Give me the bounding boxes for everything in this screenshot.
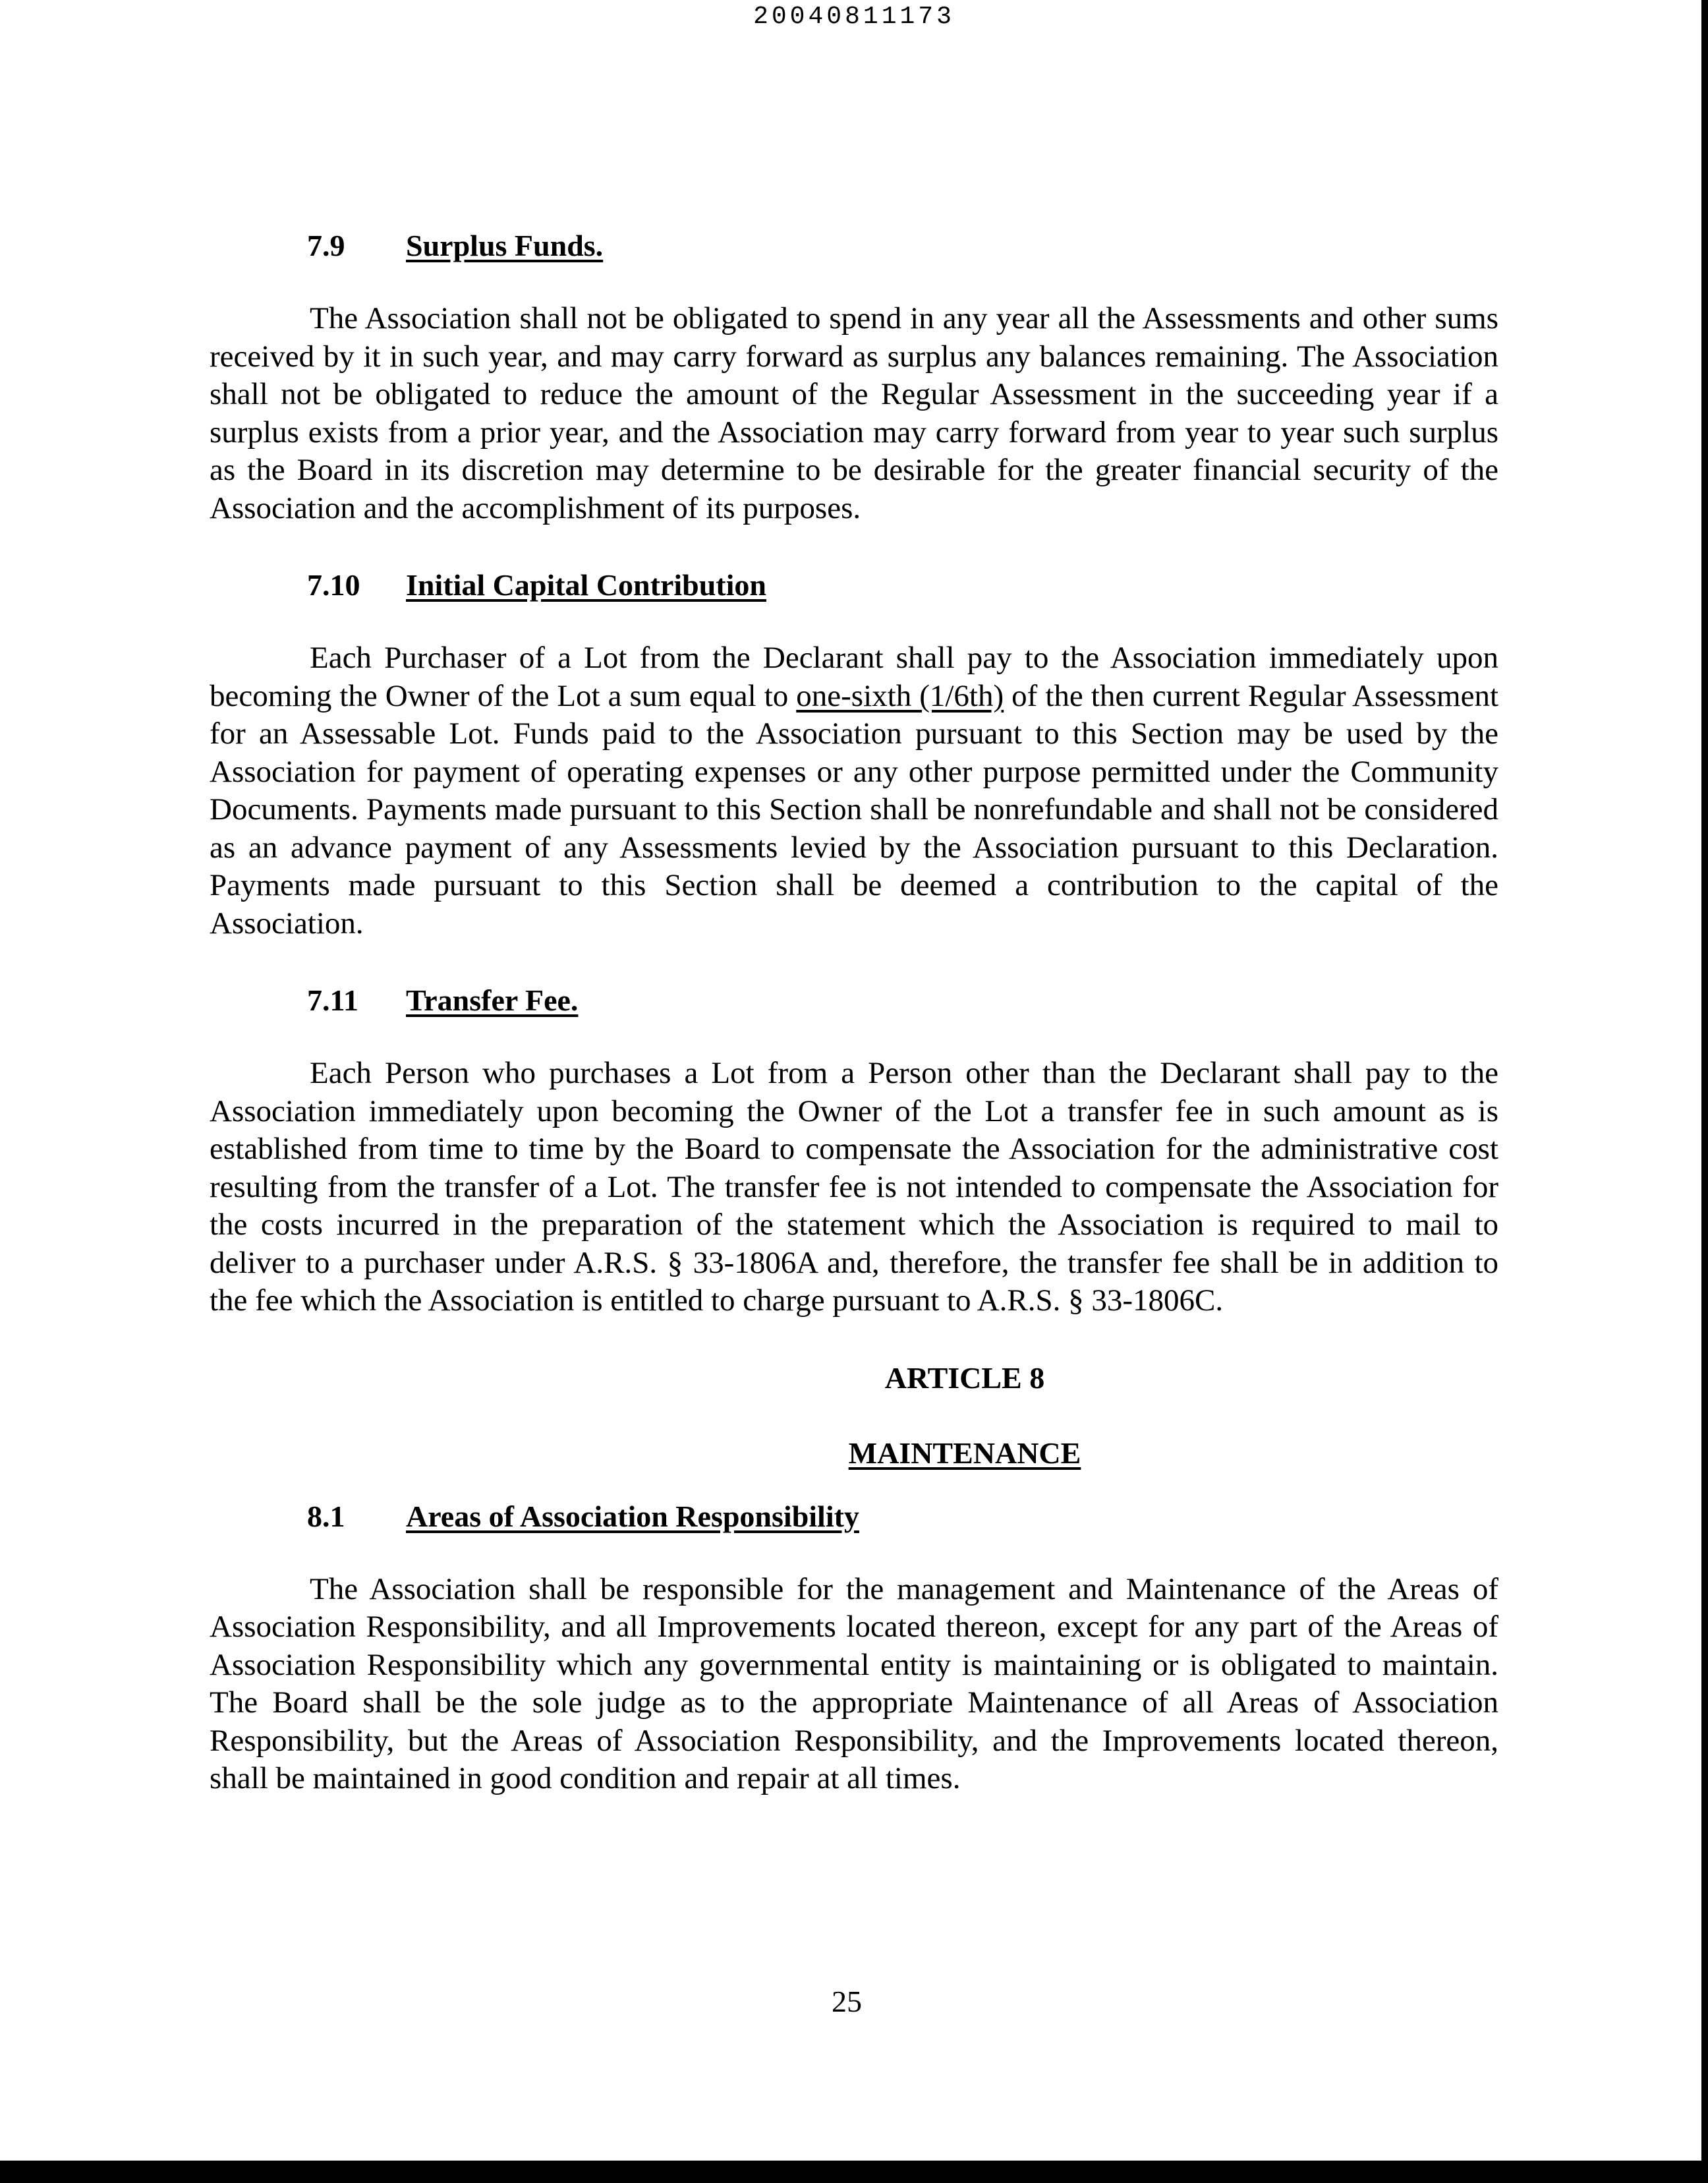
article-label: ARTICLE 8 (884, 1360, 1045, 1395)
section-title: Initial Capital Contribution (406, 568, 766, 602)
section-number: 7.11 (307, 983, 358, 1017)
page-content (210, 227, 1498, 1798)
section-heading-8-1 (210, 1498, 1498, 1535)
section-body-text: Each Purchaser of a Lot from the Declarant shall pay to the Association immediately upon becoming the Owner of the Lot a sum equal to (210, 641, 1498, 713)
section-heading-7-11 (210, 982, 1498, 1019)
section-body-8-1: The Association shall be responsible for the management and Maintenance of the Areas of Association Responsibility, and all Improvements located thereon, except for any part of the Areas of Association Responsibility which any governmental entity is maintaining or is obligated to maintain. The Board shall be the sole judge as to the appropriate Maintenance of all Areas of Association Responsibility, but the Areas of Association Responsibility, and the Improvements located thereon, shall be maintained in good condition and repair at all times. (210, 1571, 1498, 1795)
section-number: 8.1 (307, 1499, 345, 1533)
page-number-text: 25 (832, 1985, 862, 2018)
section-body-7-10 (210, 639, 1498, 943)
section-title: Transfer Fee. (406, 983, 579, 1017)
section-title: Surplus Funds. (406, 229, 604, 262)
page-number (0, 1984, 1701, 2019)
section-body-text: of the then current Regular Assessment for an Assessable Lot. Funds paid to the Association pursuant to this Section may be used by the Association for payment of operating expenses or any other purpose permitted under the Community Documents. Payments made pursuant to this Section shall be nonrefundable and shall not be considered as an advance payment of any Assessments levied by the Association pursuant to this Declaration. Payments made pursuant to this Section shall be deemed a contribution to the capital of the Association. (210, 678, 1498, 941)
section-title: Areas of Association Responsibility (406, 1499, 859, 1533)
section-number: 7.10 (307, 568, 360, 602)
section-heading-7-9 (210, 227, 1498, 264)
underlined-fraction: one-sixth (1/6th) (796, 678, 1004, 713)
document-number: 20040811173 (753, 3, 955, 31)
section-number: 7.9 (307, 229, 345, 262)
section-body-7-9: The Association shall not be obligated to spend in any year all the Assessments and other sums received by it in such year, and may carry forward as surplus any balances remaining. The Association shall not be obligated to reduce the amount of the Regular Assessment in the succeeding year if a surplus exists from a prior year, and the Association may carry forward from year to year such surplus as the Board in its discretion may determine to be desirable for the greater financial security of the Association and the accomplishment of its purposes. (210, 301, 1498, 525)
article-title (210, 1435, 1498, 1472)
article-title-text: MAINTENANCE (848, 1436, 1081, 1470)
section-body-7-11: Each Person who purchases a Lot from a Person other than the Declarant shall pay to the Association immediately upon becoming the Owner of the Lot a transfer fee in such amount as is established from time to time by the Board to compensate the Association for the administrative cost resulting from the transfer of a Lot. The transfer fee is not intended to compensate the Association for the costs incurred in the preparation of the statement which the Association is required to mail to deliver to a purchaser under A.R.S. § 33-1806A and, therefore, the transfer fee shall be in addition to the fee which the Association is entitled to charge pursuant to A.R.S. § 33-1806C. (210, 1056, 1498, 1318)
section-heading-7-10 (210, 567, 1498, 604)
